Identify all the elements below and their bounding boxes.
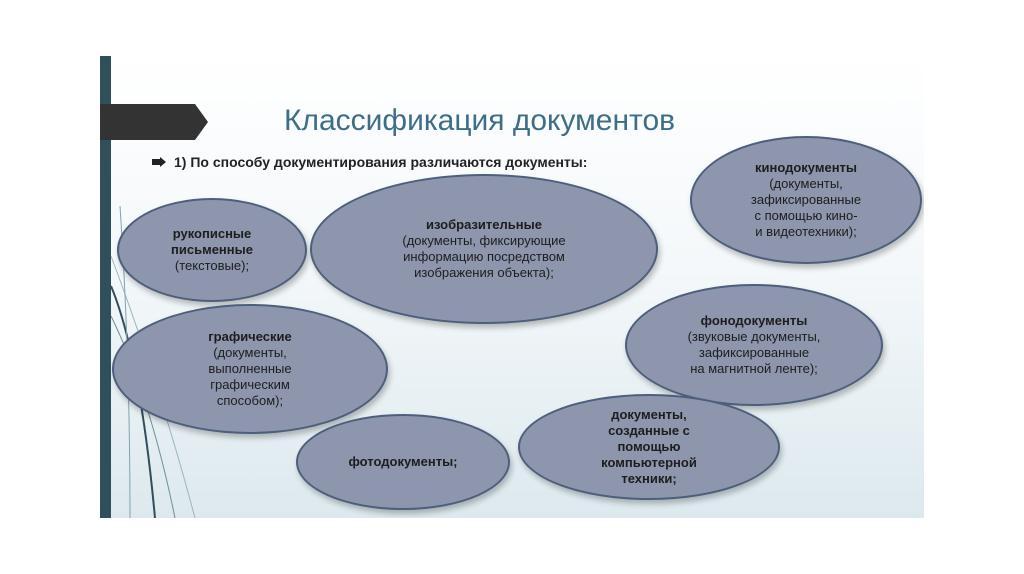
node-graphic-desc4: способом); [216,393,284,408]
node-handwritten-desc: (текстовые); [174,258,250,273]
slide [100,56,924,518]
slide-title: Классификация документов [284,104,676,137]
node-graphic-head: графические [208,329,292,344]
subtitle-text: 1) По способу документирования различаются документы: [174,154,588,170]
node-computer-line3: помощью [617,439,681,454]
node-film-desc4: и видеотехники); [755,224,857,239]
node-graphic-desc3: графическим [210,377,290,392]
node-film-desc2: зафиксированные [750,192,862,207]
node-film [690,136,922,264]
node-graphic-desc2: выполненные [208,361,292,376]
node-graphic [112,304,388,434]
node-computer-line2: созданные с [608,423,690,438]
arrow-bullet-icon [152,157,166,167]
node-handwritten [117,198,307,302]
node-photo [296,414,510,510]
node-graphic-desc1: (документы, [213,345,287,360]
node-pictorial-desc2: информацию посредством [403,249,565,264]
node-handwritten-head2: письменные [171,242,253,257]
node-pictorial [310,174,658,324]
node-pictorial-head: изобразительные [426,217,542,232]
node-phono-desc1: (звуковые документы, [687,329,821,344]
node-film-desc3: с помощью кино- [754,208,858,223]
node-computer-line4: компьютерной [601,455,697,470]
node-pictorial-desc1: (документы, фиксирующие [402,233,566,248]
node-computer-line5: техники; [621,471,677,486]
node-photo-head: фотодокументы; [348,454,458,469]
node-pictorial-desc3: изображения объекта); [414,265,554,280]
node-computer-line1: документы, [611,407,687,422]
node-phono-head: фонодокументы [700,313,808,328]
subtitle-row [152,154,587,170]
node-phono-desc3: на магнитной ленте); [690,361,818,376]
node-handwritten-head1: рукописные [172,226,252,241]
node-film-head: кинодокументы [754,160,858,175]
node-computer [518,394,780,500]
node-film-desc1: (документы, [769,176,843,191]
node-phono [625,284,883,406]
node-phono-desc2: зафиксированные [698,345,810,360]
